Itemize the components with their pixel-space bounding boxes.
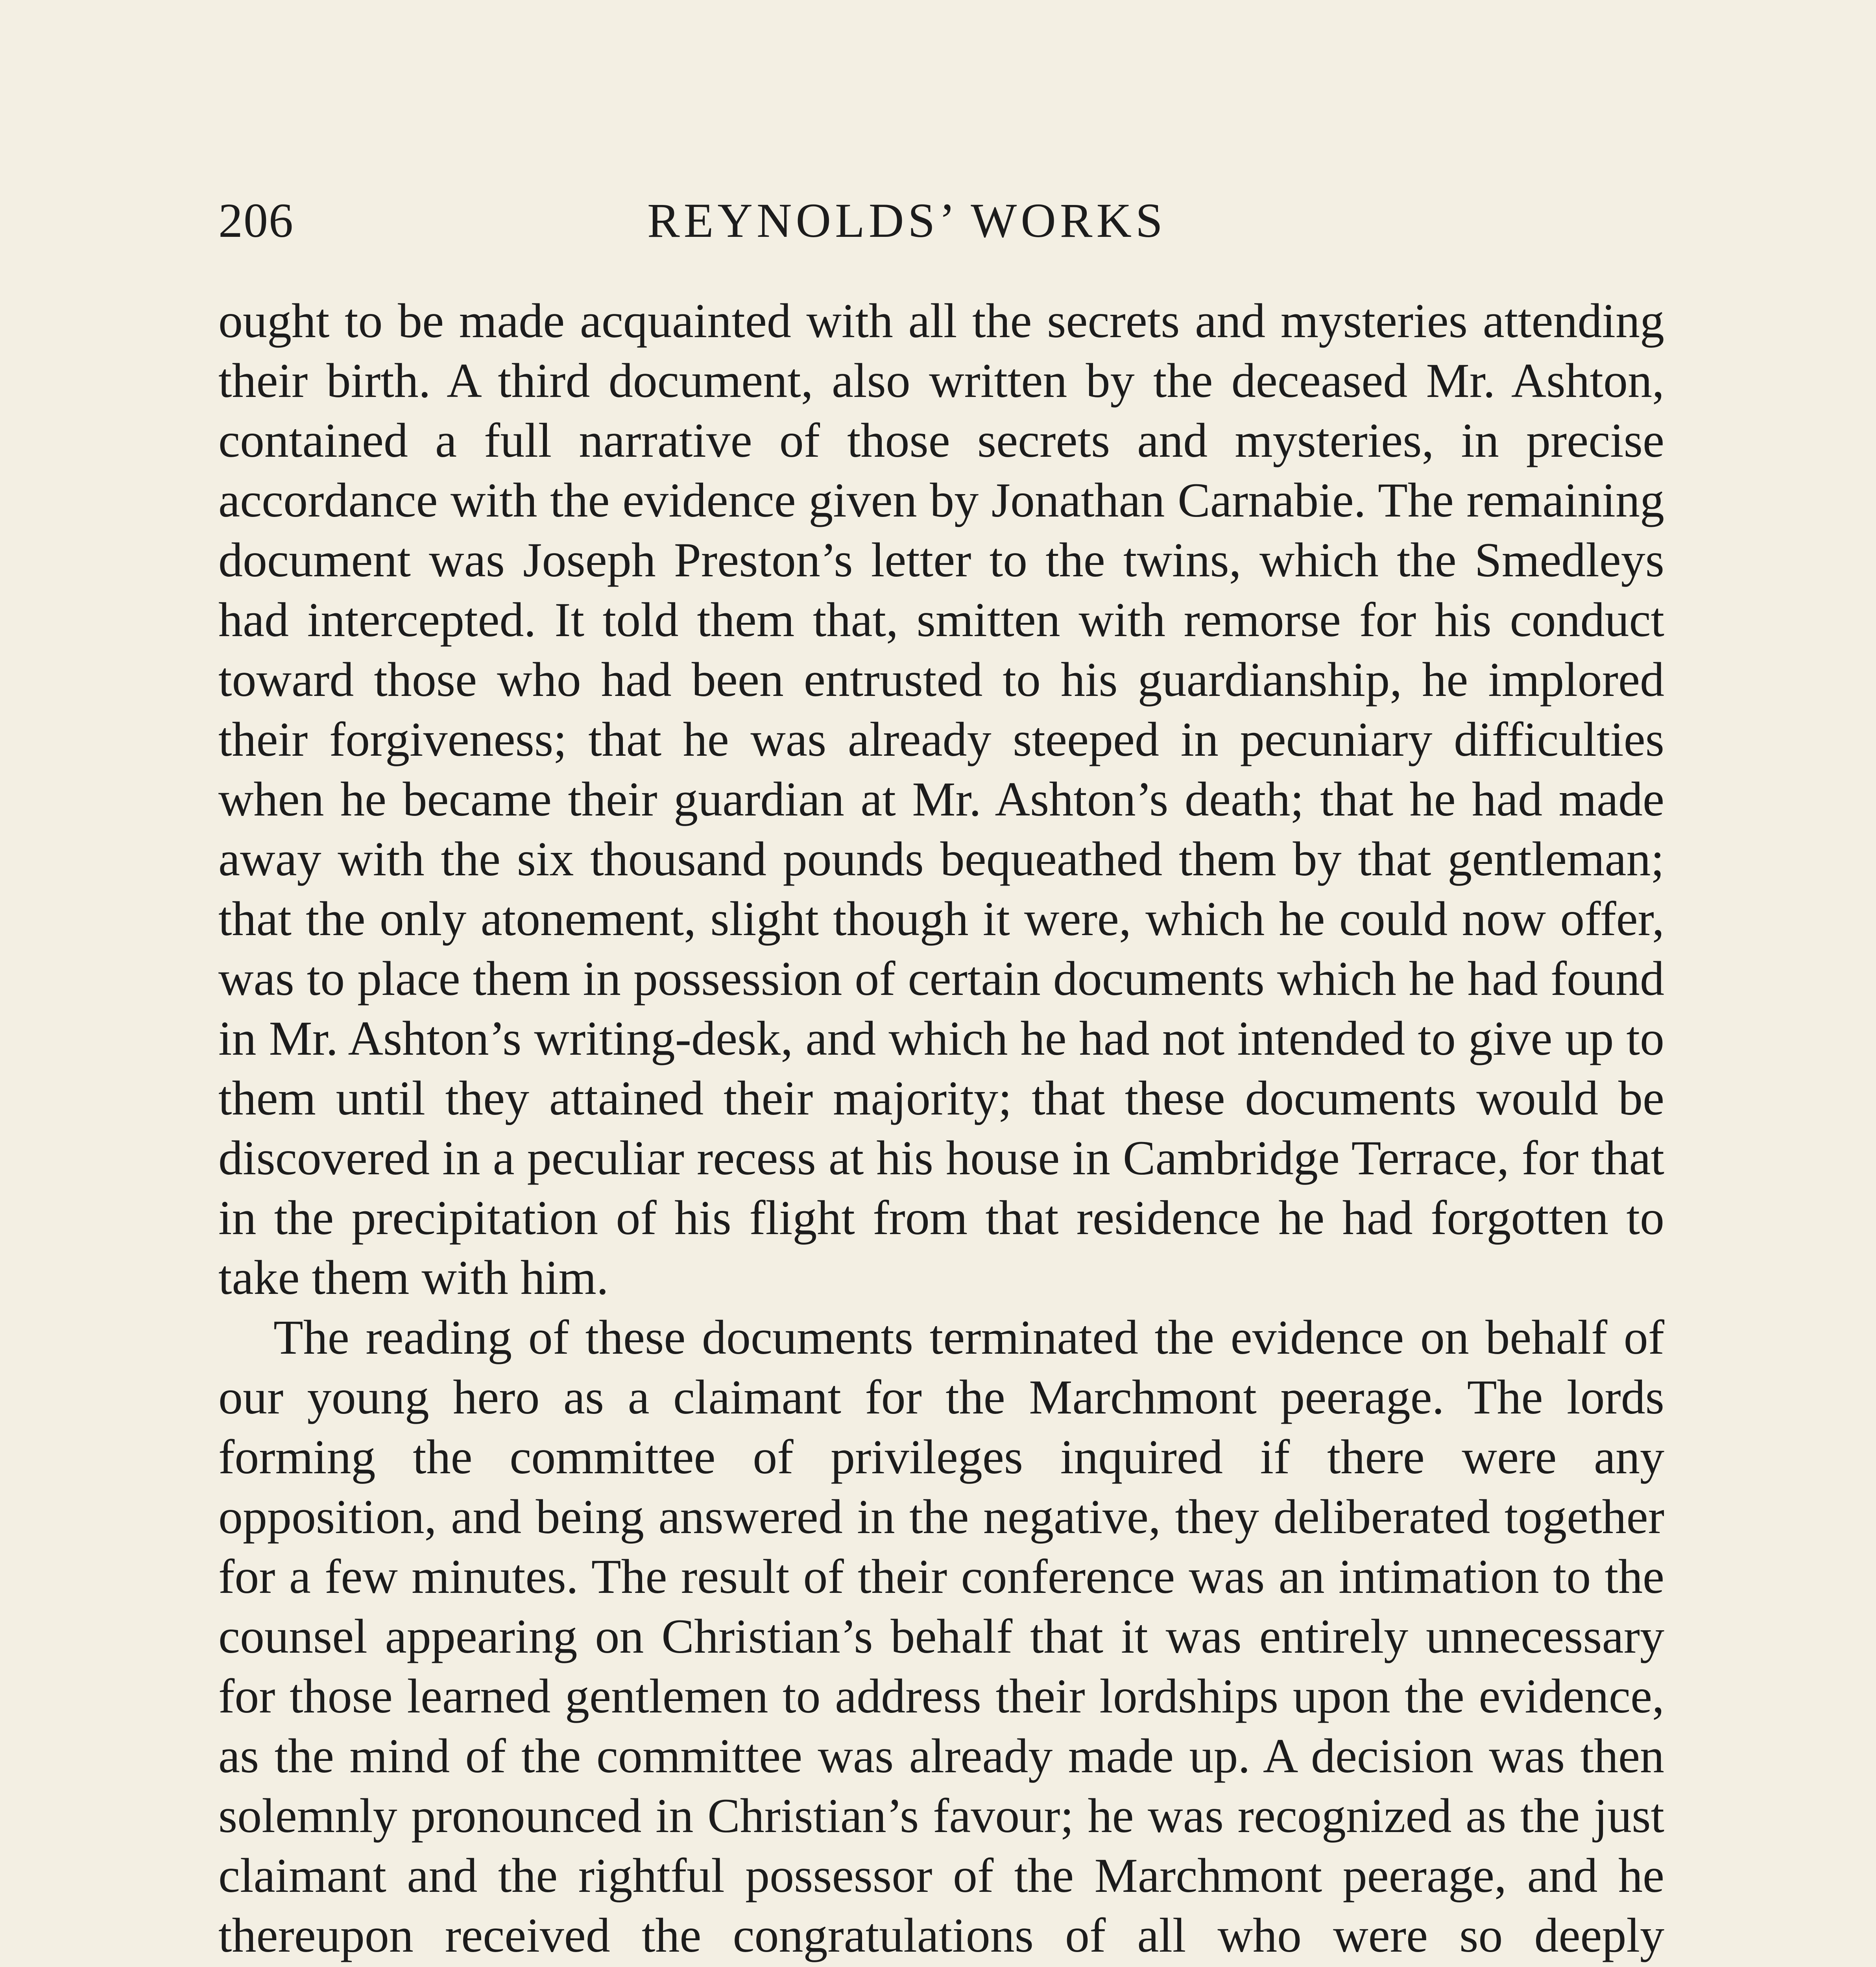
page-header — [218, 185, 1664, 264]
paragraph-reading-of-documents: The reading of these documents terminated the evidence on behalf of our young hero as a claimant for the Marchmont peerage. The lords forming the committee of privileges inquired if there were any opposition, and being answered in the negative, they deliberated together for a few minutes. The result of their conference was an intimation to the counsel appearing on Christian’s behalf that it was entirely unnecessary for those learned gentlemen to address their lordships upon the evidence, as the mind of the committee was already made up. A decision was then solemnly pronounced in Christian’s favour; he was recognized as the just claimant and the rightful possessor of the Marchmont peerage, and he thereupon received the congratulations of all who were so deeply — [218, 1310, 1664, 1962]
running-title: REYNOLDS’ WORKS — [647, 194, 1167, 247]
page-number: 206 — [218, 194, 294, 247]
paragraph-continued: ought to be made acquainted with all the secrets and mysteries attending their birth. A third document, also written by the deceased Mr. Ashton, contained a full narrative of those secrets and mysteries, in precise accordance with the evidence given by Jonathan Carnabie. The remaining document was Joseph Preston’s letter to the twins, which the Smedleys had intercepted. It told them that, smitten with remorse for his conduct toward those who had been entrusted to his guardianship, he implored their forgiveness; that he was already steeped in pecuniary difficulties when he became their guardian at Mr. Ashton’s death; that he had made away with the six thousand pounds bequeathed them by that gentleman; that the only atonement, slight though it were, which he could now offer, was to place them in possession of certain documents which he had found in Mr. Ashton’s writing-desk, and which he had not intended to give up to them until they attained their majority; that these documents would be discovered in a peculiar recess at his house in Cambridge Terrace, for that in the precipitation of his flight from that residence he had forgotten to take them with him. — [218, 294, 1664, 1305]
body-text — [218, 291, 1664, 1967]
